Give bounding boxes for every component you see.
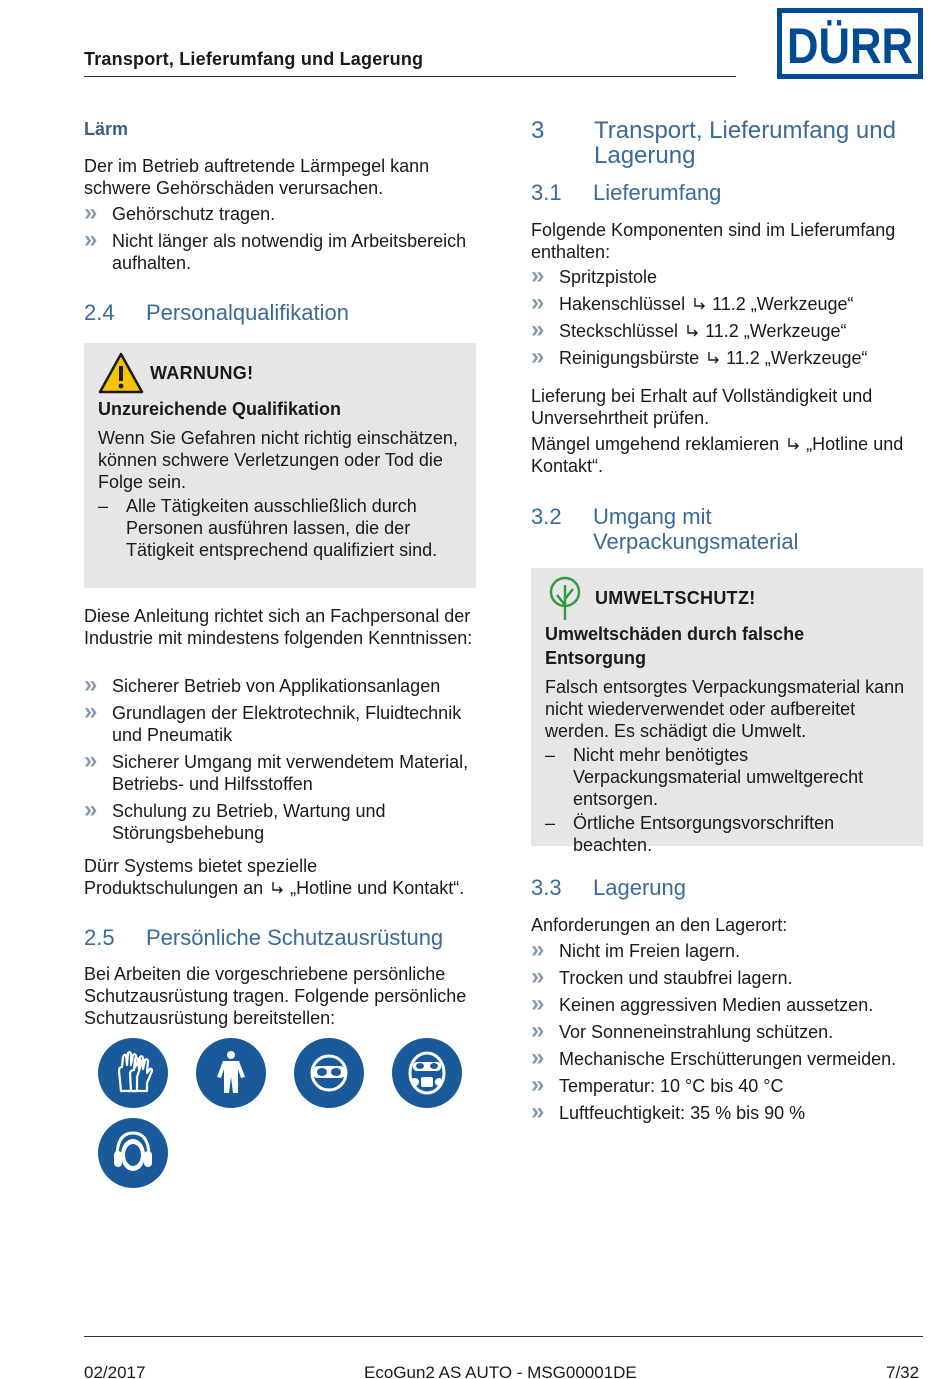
list-item: – Örtliche Entsorgungsvorschriften beachten. xyxy=(545,812,909,856)
list-item: » Sicherer Umgang mit verwendetem Material, Betriebs- und Hilfsstoffen xyxy=(84,747,469,794)
storage-list xyxy=(531,936,923,1129)
list-item: » Luftfeuchtigkeit: 35 % bis 90 % xyxy=(531,1098,806,1125)
page-header-title: Transport, Lieferumfang und Lagerung xyxy=(84,49,424,69)
cross-reference-icon xyxy=(270,881,286,895)
section-3-2-heading: 3.2 Umgang mit Verpackungsmaterial xyxy=(531,504,799,554)
list-item: » Mechanische Erschütterungen vermeiden. xyxy=(531,1044,897,1071)
laerm-text: Der im Betrieb auftretende Lärmpegel kann schwere Gehörschäden verursachen. xyxy=(84,156,430,198)
tree-icon xyxy=(545,575,585,621)
hotline-link[interactable]: „Hotline und Kontakt“. xyxy=(531,434,904,476)
list-item: – Nicht mehr benötigtes Verpackungsmaterial umweltgerecht entsorgen. xyxy=(545,744,909,810)
list-item: » Nicht länger als notwendig im Arbeitsbereich aufhalten. xyxy=(84,226,467,273)
scope-list xyxy=(531,262,923,374)
list-item: » Spritzpistole xyxy=(531,262,658,289)
cross-reference-icon xyxy=(685,324,701,338)
header-rule xyxy=(84,76,736,77)
warning-triangle-icon xyxy=(98,352,144,394)
chapter-3-heading: 3 Transport, Lieferumfang und Lagerung xyxy=(531,117,896,169)
list-item: » Keinen aggressiven Medien aussetzen. xyxy=(531,990,874,1017)
qualification-text: Diese Anleitung richtet sich an Fachpersonal der Industrie mit mindestens folgenden Kenntnissen: xyxy=(84,606,473,648)
warning-box xyxy=(84,343,476,588)
footer-date: 02/2017 xyxy=(84,1363,146,1379)
list-item: » Gehörschutz tragen. xyxy=(84,199,276,226)
environment-heading: Umweltschäden durch falsche Entsorgung xyxy=(545,624,805,668)
cross-reference-icon xyxy=(786,437,802,451)
logo-text: DÜRR xyxy=(787,18,913,74)
tools-link[interactable]: 11.2 „Werkzeuge“ xyxy=(726,348,868,368)
list-item: » Hakenschlüssel 11.2 „Werkzeuge“ xyxy=(531,289,854,316)
list-item: » Temperatur: 10 °C bis 40 °C xyxy=(531,1071,784,1098)
list-item: » Nicht im Freien lagern. xyxy=(531,936,741,963)
gloves-icon xyxy=(98,1038,168,1108)
scope-text: Folgende Komponenten sind im Lieferumfang enthalten: xyxy=(531,220,896,262)
list-item: » Reinigungsbürste 11.2 „Werkzeuge“ xyxy=(531,343,868,370)
footer-rule xyxy=(84,1336,923,1337)
list-item: – Alle Tätigkeiten ausschließlich durch Personen ausführen lassen, die der Tätigkeit entsprechend qualifiziert sind. xyxy=(98,495,462,561)
warning-actions xyxy=(98,495,462,561)
tools-link[interactable]: 11.2 „Werkzeuge“ xyxy=(712,294,854,314)
section-2-4-heading: 2.4 Personalqualifikation xyxy=(84,300,350,325)
list-item: » Steckschlüssel 11.2 „Werkzeuge“ xyxy=(531,316,847,343)
respirator-mask-icon xyxy=(392,1038,462,1108)
check-text: Lieferung bei Erhalt auf Vollständigkeit und Unversehrtheit prüfen. xyxy=(531,386,873,428)
footer-document-id: EcoGun2 AS AUTO - MSG00001DE xyxy=(364,1363,637,1379)
storage-text: Anforderungen an den Lagerort: xyxy=(531,915,788,935)
laerm-heading: Lärm xyxy=(84,119,129,139)
list-item: » Schulung zu Betrieb, Wartung und Störungsbehebung xyxy=(84,796,386,843)
safety-goggles-icon xyxy=(294,1038,364,1108)
list-item: » Sicherer Betrieb von Applikationsanlagen xyxy=(84,671,441,698)
protective-suit-icon xyxy=(196,1038,266,1108)
cross-reference-icon xyxy=(692,297,708,311)
ppe-text: Bei Arbeiten die vorgeschriebene persönliche Schutzausrüstung tragen. Folgende persönliche Schutzausrüstung bereitstellen: xyxy=(84,964,467,1028)
list-item: » Grundlagen der Elektrotechnik, Fluidtechnik und Pneumatik xyxy=(84,698,462,745)
qualification-bullets xyxy=(84,671,476,849)
cross-reference-icon xyxy=(706,351,722,365)
section-2-5-heading: 2.5 Persönliche Schutzausrüstung xyxy=(84,925,444,950)
laerm-bullets xyxy=(84,199,476,279)
warning-signal-word: WARNUNG! xyxy=(150,363,254,383)
complaint-text: Mängel umgehend reklamieren „Hotline und Kontakt“. xyxy=(531,434,904,476)
list-item: » Vor Sonneneinstrahlung schützen. xyxy=(531,1017,834,1044)
section-3-1-heading: 3.1 Lieferumfang xyxy=(531,180,722,205)
footer-page-number: 7/32 xyxy=(886,1363,920,1379)
warning-heading: Unzureichende Qualifikation xyxy=(98,399,342,419)
environment-box xyxy=(531,568,923,855)
list-item: » Trocken und staubfrei lagern. xyxy=(531,963,793,990)
section-3-3-heading: 3.3 Lagerung xyxy=(531,875,686,900)
hotline-link[interactable]: „Hotline und Kontakt“. xyxy=(290,878,465,898)
tools-link[interactable]: 11.2 „Werkzeuge“ xyxy=(705,321,847,341)
environment-actions xyxy=(545,744,909,856)
environment-signal-word: UMWELTSCHUTZ! xyxy=(595,588,756,608)
warning-text: Wenn Sie Gefahren nicht richtig einschätzen, können schwere Verletzungen oder Tod die Folge sein. xyxy=(98,428,458,492)
training-text: Dürr Systems bietet spezielle Produktschulungen an „Hotline und Kontakt“. xyxy=(84,856,465,898)
environment-text: Falsch entsorgtes Verpackungsmaterial kann nicht wiederverwendet oder aufbereitet werden. Es schädigt die Umwelt. xyxy=(545,677,905,741)
ear-protection-icon xyxy=(98,1118,168,1188)
duerr-logo xyxy=(777,8,923,79)
